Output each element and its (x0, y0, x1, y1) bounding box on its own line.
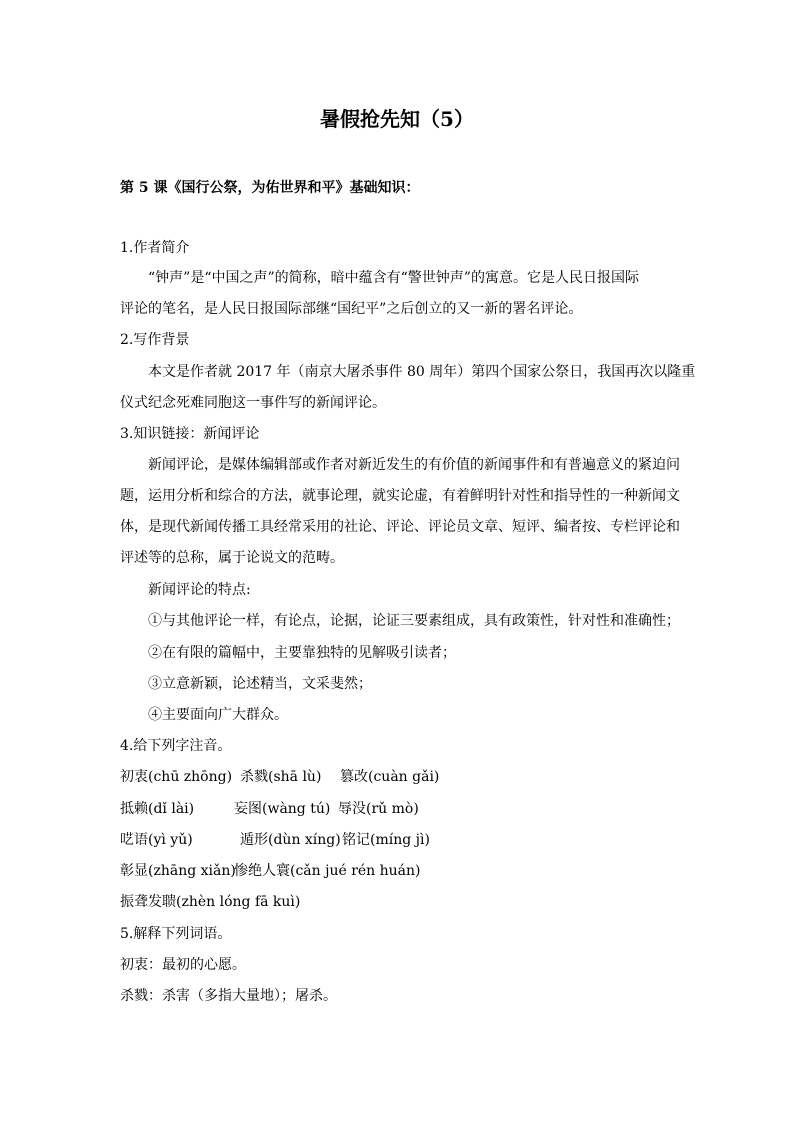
pinyin-item: 抵赖(dǐ lài) (120, 801, 195, 817)
pinyin-item: 彰显(zhāng xiǎn) (120, 863, 236, 879)
pinyin-item: 遁形(dùn xíng) (240, 832, 341, 848)
vocab-item: 初衷：最初的心愿。 (120, 957, 246, 973)
paragraph-line: 评述等的总称，属于论说文的范畴。 (120, 550, 344, 566)
paragraph-line: 仪式纪念死难同胞这一事件写的新闻评论。 (120, 395, 386, 411)
paragraph-line: 评论的笔名，是人民日报国际部继“国纪平”之后创立的又一新的署名评论。 (120, 301, 583, 317)
pinyin-row (120, 892, 680, 912)
paragraph-line: “钟声”是“中国之声”的简称，暗中蕴含有“警世钟声”的寓意。它是人民日报国际 (148, 270, 639, 286)
feature-item: ④主要面向广大群众。 (148, 707, 288, 723)
section-heading-background: 2.写作背景 (120, 332, 190, 348)
section-heading-author: 1.作者简介 (120, 240, 190, 256)
pinyin-row (120, 799, 680, 819)
page-title: 暑假抢先知（5） (320, 107, 474, 131)
pinyin-item: 篡改(cuàn gǎi) (340, 769, 440, 785)
vocab-item: 杀戮：杀害（多指大量地）；屠杀。 (120, 988, 337, 1004)
feature-item: ①与其他评论一样，有论点，论据，论证三要素组成，具有政策性，针对性和准确性； (148, 613, 680, 629)
section-heading-knowledge: 3.知识链接：新闻评论 (120, 426, 260, 442)
pinyin-item: 杀戮(shā lù) (240, 769, 322, 785)
paragraph-line: 体，是现代新闻传播工具经常采用的社论、评论、评论员文章、短评、编者按、专栏评论和 (120, 519, 680, 535)
pinyin-item: 铭记(míng jì) (342, 832, 430, 848)
pinyin-item: 惨绝人寰(cǎn jué rén huán) (234, 863, 421, 879)
pinyin-item: 呓语(yì yǔ) (120, 832, 193, 848)
pinyin-item: 初衷(chū zhōng) (120, 769, 233, 785)
pinyin-item: 振聋发聩(zhèn lóng fā kuì) (120, 894, 301, 910)
pinyin-item: 辱没(rǔ mò) (338, 801, 419, 817)
pinyin-row (120, 767, 680, 787)
pinyin-row (120, 861, 680, 881)
paragraph-line: 题，运用分析和综合的方法，就事论理，就实论虚，有着鲜明针对性和指导性的一种新闻文 (120, 488, 680, 504)
pinyin-item: 妄图(wàng tú) (234, 801, 331, 817)
feature-item: ③立意新颖，论述精当，文采斐然； (148, 676, 372, 692)
section-heading-vocab: 5.解释下列词语。 (120, 926, 232, 942)
lesson-subtitle: 第 5 课《国行公祭，为佑世界和平》基础知识： (120, 180, 420, 196)
feature-item: ②在有限的篇幅中，主要靠独特的见解吸引读者； (148, 645, 456, 661)
pinyin-row (120, 830, 680, 850)
features-label: 新闻评论的特点: (148, 582, 251, 598)
section-heading-pinyin: 4.给下列字注音。 (120, 738, 232, 754)
paragraph-line: 本文是作者就 2017 年（南京大屠杀事件 80 周年）第四个国家公祭日，我国再次以隆重 (148, 364, 696, 380)
paragraph-line: 新闻评论，是媒体编辑部或作者对新近发生的有价值的新闻事件和有普遍意义的紧迫问 (148, 457, 680, 473)
